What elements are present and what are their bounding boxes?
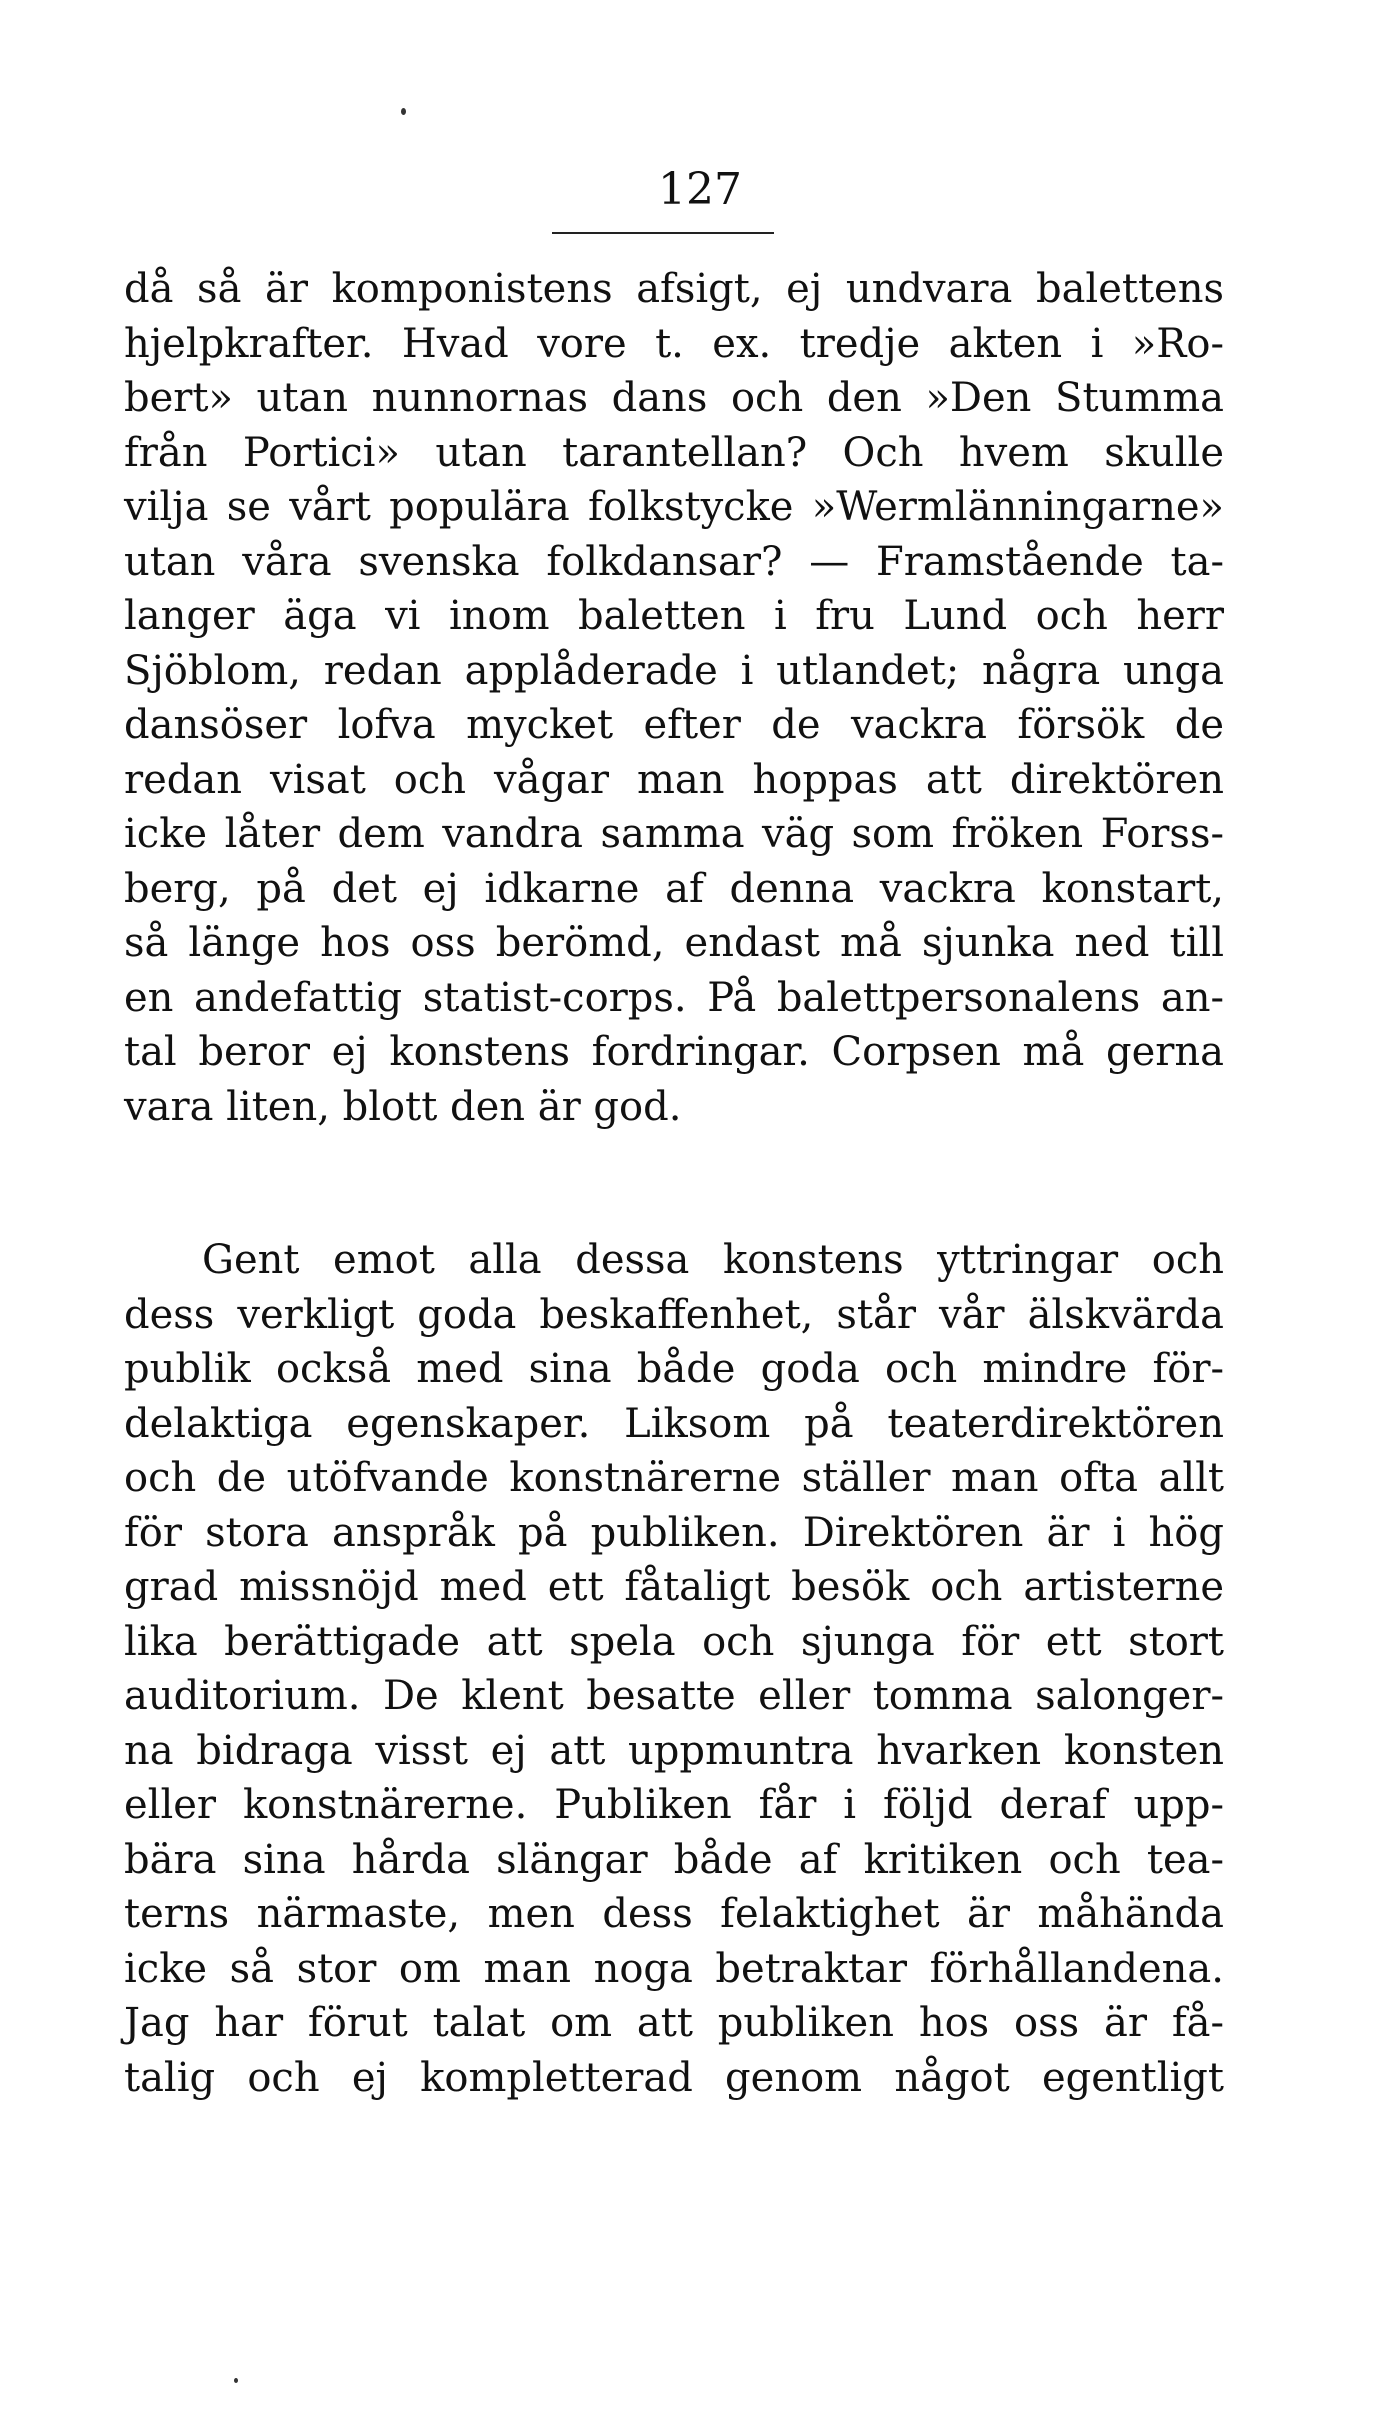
paragraph-2 [124,1233,1224,2105]
text-line: tal beror ej konstens fordringar. Corpsen må gerna [124,1029,1224,1075]
paragraph-1 [124,262,1224,1134]
text-line: Jag har förut talat om att publiken hos oss är få- [124,2000,1224,2046]
text-line: dess verkligt goda beskaffenhet, står vår älskvärda [124,1291,1224,1338]
text-line: grad missnöjd med ett fåtaligt besök och artisterne [124,1564,1224,1610]
text-line: dansöser lofva mycket efter de vackra försök de [124,702,1224,748]
text-line: langer äga vi inom baletten i fru Lund och herr [124,593,1224,639]
text-line: redan visat och vågar man hoppas att direktören [124,756,1224,803]
text-line: från Portici» utan tarantellan? Och hvem skulle [124,429,1224,476]
text-line: auditorium. De klent besatte eller tomma salonger- [124,1673,1224,1719]
text-line: vara liten, blott den är god. [124,1083,682,1130]
print-speck [234,2378,238,2383]
text-line: utan våra svenska folkdansar? — Framstående ta- [124,538,1224,585]
text-line: vilja se vårt populära folkstycke »Wermlänningarne» [124,484,1224,530]
text-line: icke låter dem vandra samma väg som fröken Forss- [124,811,1224,857]
page-number: 127 [658,164,742,215]
print-speck [401,108,406,115]
text-line: bära sina hårda slängar både af kritiken och tea- [124,1836,1224,1883]
text-line: berg, på det ej idkarne af denna vackra konstart, [124,865,1224,912]
page-number-rule [552,232,774,234]
text-line: delaktiga egenskaper. Liksom på teaterdirektören [124,1400,1224,1447]
text-line: och de utöfvande konstnärerne ställer man ofta allt [124,1455,1224,1501]
text-line: en andefattig statist-corps. På balettpersonalens an- [124,974,1224,1021]
text-line: talig och ej kompletterad genom något egentligt [124,2054,1224,2101]
text-line: för stora anspråk på publiken. Direktören är i hög [124,1509,1224,1556]
text-line: terns närmaste, men dess felaktighet är måhända [124,1891,1224,1937]
text-line: så länge hos oss berömd, endast må sjunka ned till [124,920,1224,966]
text-line: na bidraga visst ej att uppmuntra hvarken konsten [124,1727,1224,1774]
text-line: bert» utan nunnornas dans och den »Den Stumma [124,375,1224,421]
text-line: Gent emot alla dessa konstens yttringar och [202,1237,1224,1283]
text-line: hjelpkrafter. Hvad vore t. ex. tredje akten i »Ro- [124,320,1224,367]
text-line: då så är komponistens afsigt, ej undvara balettens [124,266,1224,312]
text-line: lika berättigade att spela och sjunga för ett stort [124,1618,1224,1665]
text-line: icke så stor om man noga betraktar förhållandena. [124,1945,1224,1992]
text-line: Sjöblom, redan applåderade i utlandet; några unga [124,647,1224,694]
text-line: eller konstnärerne. Publiken får i följd deraf upp- [124,1782,1224,1828]
text-line: publik också med sina både goda och mindre för- [124,1346,1224,1392]
